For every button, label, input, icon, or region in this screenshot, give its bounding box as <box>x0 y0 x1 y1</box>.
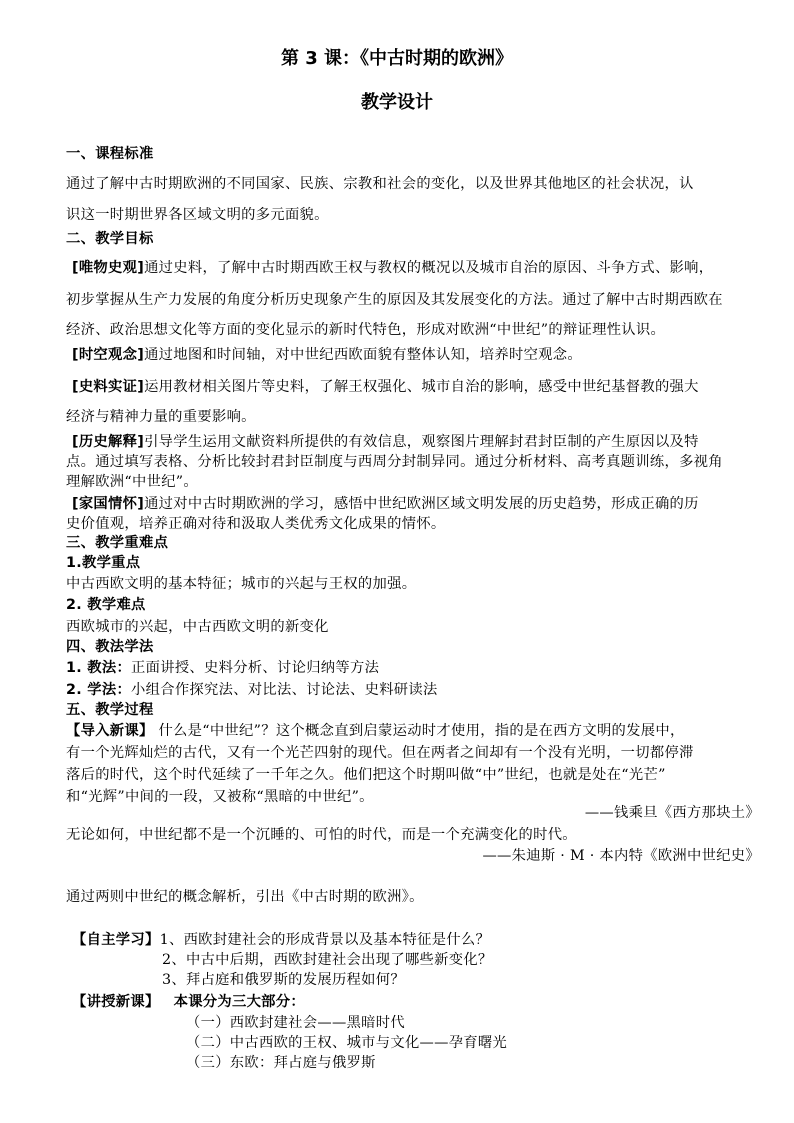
method-line <box>66 680 438 700</box>
lesson-part: （二）中古西欧的王权、城市与文化——孕育曙光 <box>186 1035 508 1051</box>
lesson-subtitle: 教学设计 <box>361 92 433 113</box>
method-text: 正面讲授、史料分析、讨论归纳等方法 <box>131 660 380 676</box>
section-heading-2: 二、教学目标 <box>66 231 154 247</box>
objective-tag: [家国情怀] <box>72 496 145 512</box>
method-tag: 1. 教法： <box>66 660 132 676</box>
intro-line <box>66 721 685 741</box>
difficulty-heading: 2. 教学难点 <box>66 597 146 613</box>
method-line <box>66 658 379 678</box>
quote-2: 无论如何，中世纪都不是一个沉睡的、可怕的时代，而是一个充满变化的时代。 <box>66 827 577 843</box>
paragraph-line: 识这一时期世界各区域文明的多元面貌。 <box>66 207 329 223</box>
section-heading-4: 四、教法学法 <box>66 639 154 655</box>
citation-2: ——朱迪斯 · M · 本内特《欧洲中世纪史》 <box>482 848 760 864</box>
objective-line: 经济与精神力量的重要影响。 <box>66 409 256 425</box>
new-lesson-tag: 【讲授新课】 <box>72 994 160 1010</box>
objective-line: 史价值观，培养正确对待和汲取人类优秀文化成果的情怀。 <box>66 516 446 532</box>
intro-line: 和“光辉”中间的一段，又被称“黑暗的中世纪”。 <box>66 789 374 805</box>
objective-text: 通过地图和时间轴，对中世纪西欧面貌有整体认知，培养时空观念。 <box>144 347 582 363</box>
objective-tag: [唯物史观] <box>72 260 145 276</box>
objective-tag: [历史解释] <box>72 434 145 450</box>
objective-text: 运用教材相关图片等史料，了解王权强化、城市自治的影响，感受中世纪基督教的强大 <box>144 379 699 395</box>
objective-line <box>72 432 699 452</box>
self-study-question: 1、西欧封建社会的形成背景以及基本特征是什么？ <box>159 932 491 948</box>
lead-in-text: 通过两则中世纪的概念解析，引出《中古时期的欧洲》。 <box>66 889 424 905</box>
intro-text: 什么是“中世纪”？这个概念直到启蒙运动时才使用，指的是在西方文明的发展中， <box>153 723 685 739</box>
intro-line: 有一个光辉灿烂的古代，又有一个光芒四射的现代。但在两者之间却有一个没有光明，一切都停滞 <box>66 745 694 761</box>
method-tag: 2. 学法： <box>66 682 132 698</box>
citation-1: ——钱乘旦《西方那块土》 <box>584 805 760 821</box>
objective-text: 通过对中古时期欧洲的学习，感悟中世纪欧洲区域文明发展的历史趋势，形成正确的历 <box>144 496 699 512</box>
intro-tag: 【导入新课】 <box>66 723 154 739</box>
lesson-part: （一）西欧封建社会——黑暗时代 <box>186 1015 405 1031</box>
new-lesson-heading: 本课分为三大部分： <box>173 994 305 1010</box>
objective-tag: [时空观念] <box>72 347 145 363</box>
objective-line: 点。通过填写表格、分析比较封君封臣制度与西周分封制异同。通过分析材料、高考真题训练，多视角 <box>66 454 723 470</box>
self-study-tag: 【自主学习】 <box>72 932 160 948</box>
objective-text: 引导学生运用文献资料所提供的有效信息，观察图片理解封君封臣制的产生原因以及特 <box>144 434 699 450</box>
self-study-line <box>72 930 490 950</box>
objective-line <box>72 345 582 365</box>
section-heading-3: 三、教学重难点 <box>66 535 169 551</box>
method-text: 小组合作探究法、对比法、讨论法、史料研读法 <box>131 682 438 698</box>
objective-line: 经济、政治思想文化等方面的变化显示的新时代特色，形成对欧洲“中世纪”的辩证理性认识。 <box>66 322 666 338</box>
objective-line <box>72 494 699 514</box>
difficulty-text: 西欧城市的兴起，中古西欧文明的新变化 <box>66 619 329 635</box>
intro-line: 落后的时代，这个时代延续了一千年之久。他们把这个时期叫做“中”世纪，也就是处在“光芒” <box>66 767 666 783</box>
section-heading-1: 一、课程标准 <box>66 146 154 162</box>
self-study-question: 3、拜占庭和俄罗斯的发展历程如何？ <box>162 972 405 988</box>
self-study-question: 2、中古中后期，西欧封建社会出现了哪些新变化？ <box>162 952 493 968</box>
objective-text: 通过史料，了解中古时期西欧王权与教权的概况以及城市自治的原因、斗争方式、影响， <box>144 260 714 276</box>
objective-tag: [史料实证] <box>72 379 145 395</box>
key-point-heading: 1.教学重点 <box>66 555 141 571</box>
section-heading-5: 五、教学过程 <box>66 702 154 718</box>
objective-line: 初步掌握从生产力发展的角度分析历史现象产生的原因及其发展变化的方法。通过了解中古时期西欧在 <box>66 292 723 308</box>
key-point-text: 中古西欧文明的基本特征；城市的兴起与王权的加强。 <box>66 576 417 592</box>
objective-line <box>72 258 713 278</box>
lesson-part: （三）东欧：拜占庭与俄罗斯 <box>186 1055 376 1071</box>
lesson-title: 第 3 课：《中古时期的欧洲》 <box>280 48 514 69</box>
new-lesson-line <box>72 992 305 1012</box>
paragraph-line: 通过了解中古时期欧洲的不同国家、民族、宗教和社会的变化，以及世界其他地区的社会状况，认 <box>66 176 694 192</box>
objective-line: 理解欧洲“中世纪”。 <box>66 474 198 490</box>
objective-line <box>72 377 699 397</box>
